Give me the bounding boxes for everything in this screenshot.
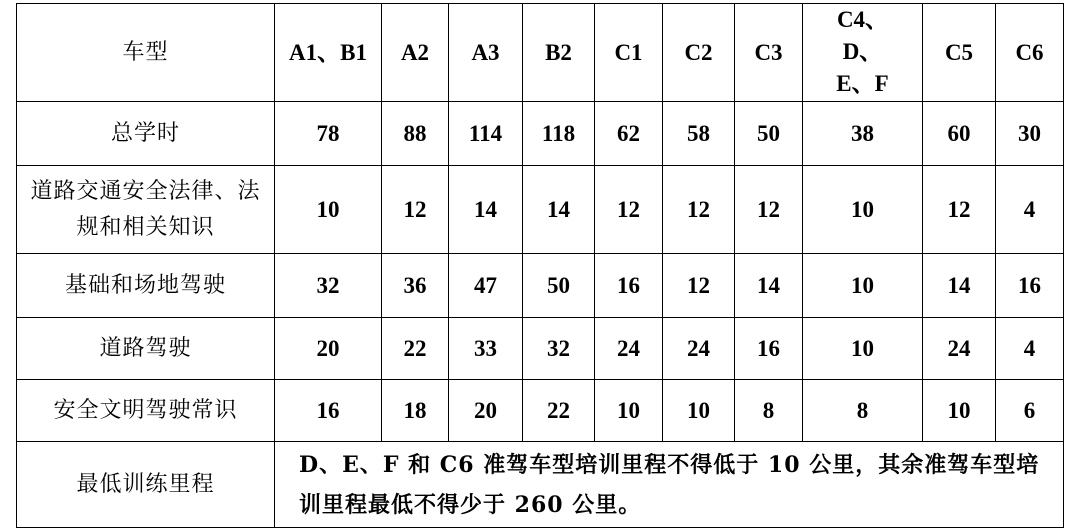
value-cell: 32 [523, 318, 595, 380]
value-cell: 60 [923, 102, 996, 166]
value-cell: 88 [382, 102, 449, 166]
value-cell: 16 [735, 318, 803, 380]
type-header-cell: C5 [923, 4, 996, 102]
type-header-cell: C6 [996, 4, 1064, 102]
value-cell: 58 [663, 102, 735, 166]
type-header-cell [803, 4, 923, 102]
value-cell: 24 [663, 318, 735, 380]
type-header-cell: C3 [735, 4, 803, 102]
type-header-text: C4、D、E、F [836, 7, 889, 96]
type-header-cell: A3 [449, 4, 523, 102]
value-cell: 10 [803, 318, 923, 380]
value-cell: 32 [275, 254, 382, 318]
vehicle-type-header: 车型 [17, 4, 275, 102]
row-label: 道路驾驶 [17, 318, 275, 380]
value-cell: 14 [523, 166, 595, 254]
row-label: 基础和场地驾驶 [17, 254, 275, 318]
row-label: 总学时 [17, 102, 275, 166]
mileage-row [17, 442, 1064, 528]
value-cell: 47 [449, 254, 523, 318]
value-cell: 4 [996, 318, 1064, 380]
value-cell: 12 [663, 254, 735, 318]
table-row [17, 380, 1064, 442]
value-cell: 10 [923, 380, 996, 442]
training-hours-table [16, 3, 1064, 528]
value-cell: 12 [382, 166, 449, 254]
value-cell: 12 [923, 166, 996, 254]
value-cell: 30 [996, 102, 1064, 166]
row-label: 安全文明驾驶常识 [17, 380, 275, 442]
value-cell: 24 [923, 318, 996, 380]
type-header-cell: C1 [595, 4, 663, 102]
value-cell: 8 [735, 380, 803, 442]
value-cell: 20 [449, 380, 523, 442]
value-cell: 10 [803, 254, 923, 318]
value-cell: 24 [595, 318, 663, 380]
value-cell: 12 [663, 166, 735, 254]
row-label: 道路交通安全法律、法规和相关知识 [17, 166, 275, 254]
value-cell: 118 [523, 102, 595, 166]
value-cell: 22 [523, 380, 595, 442]
value-cell: 10 [595, 380, 663, 442]
value-cell: 78 [275, 102, 382, 166]
type-header-cell: A1、B1 [275, 4, 382, 102]
value-cell: 12 [595, 166, 663, 254]
table-row [17, 166, 1064, 254]
value-cell: 10 [663, 380, 735, 442]
value-cell: 36 [382, 254, 449, 318]
type-header-cell: A2 [382, 4, 449, 102]
value-cell: 14 [735, 254, 803, 318]
mileage-note: D、E、F 和 C6 准驾车型培训里程不得低于 10 公里，其余准驾车型培训里程最低不得少于 260 公里。 [275, 442, 1064, 528]
value-cell: 22 [382, 318, 449, 380]
value-cell: 10 [275, 166, 382, 254]
value-cell: 18 [382, 380, 449, 442]
value-cell: 4 [996, 166, 1064, 254]
table-row [17, 318, 1064, 380]
value-cell: 16 [275, 380, 382, 442]
value-cell: 114 [449, 102, 523, 166]
mileage-label: 最低训练里程 [17, 442, 275, 528]
table-row [17, 254, 1064, 318]
value-cell: 50 [735, 102, 803, 166]
value-cell: 38 [803, 102, 923, 166]
table-row [17, 102, 1064, 166]
value-cell: 16 [996, 254, 1064, 318]
value-cell: 50 [523, 254, 595, 318]
value-cell: 10 [803, 166, 923, 254]
header-row [17, 4, 1064, 102]
value-cell: 14 [923, 254, 996, 318]
value-cell: 16 [595, 254, 663, 318]
value-cell: 20 [275, 318, 382, 380]
value-cell: 12 [735, 166, 803, 254]
value-cell: 33 [449, 318, 523, 380]
value-cell: 14 [449, 166, 523, 254]
value-cell: 6 [996, 380, 1064, 442]
type-header-cell: C2 [663, 4, 735, 102]
value-cell: 62 [595, 102, 663, 166]
type-header-cell: B2 [523, 4, 595, 102]
value-cell: 8 [803, 380, 923, 442]
